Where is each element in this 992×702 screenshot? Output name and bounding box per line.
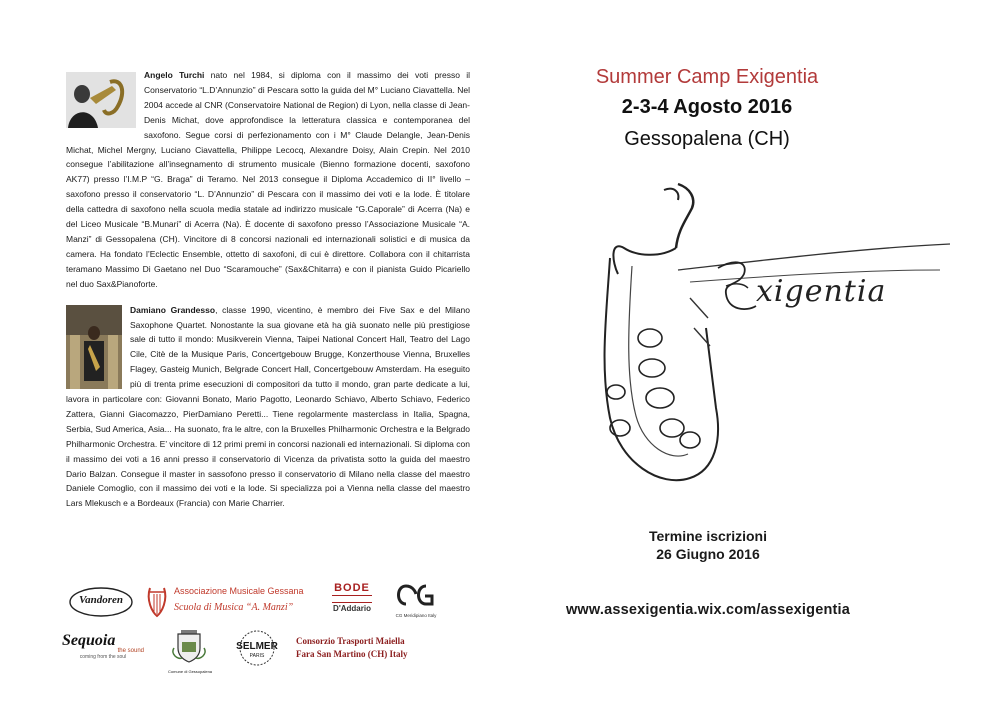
bode-daddario-logo: BODE D'Addario [333,582,371,613]
vandoren-logo: Vandoren [68,586,134,623]
bio-text-1: nato nel 1984, si diploma con il massimo dei voti presso il Conservatorio “L.D’Annunzio” di Pescara sotto la guida del M° Luciano Ciavattella. Nel 2004 accede al CNR (Conservatoire National de Region) di Lyon, nella classe di Jean-Denis Michat, dove approfondisce la letteratura classica e contemporanea del saxofono. Segue corsi di perfezionamento con i M° Claude Delangle, Jean-Denis Michat, Michel Mergny, Luciano Ciavattella, Philippe Lecocq, Alexandre Doisy, Alain Crepin. Nel 2010 consegue l’abilitazione all’insegnamento di strumento musicale (Bienno formazione docenti, saxofono AK77) presso l’I.M.P “G. Braga” di Teramo. Nel 2013 consegue il Diploma Accademico di II° livello – saxofono presso il conservatorio “L. D’Annunzio” di Pescara con il massimo dei voti e la lode. È titolare della cattedra di saxofono nella scuola media statale ad indirizzo musicale “G.Caporale” di Acerra (Na) e del Liceo Musicale “B.Munari” di Acerra (Na). È docente di saxofono presso l’Associazione Musicale “A. Manzi” di Gessopalena (CH). Vincitore di 8 concorsi nazionali ed internazionali solistici e di musica da camera. Ha fondato l’Eclectic Ensemble, ottetto di saxofoni, di cui è direttore. Collabora con il chitarrista teramano Massimo Di Gaetano nel Duo “Scaramouche” (Sax&Chitarra) e con il pianista Guido Picariello nel duo Sax&Pianoforte. [66,70,470,289]
deadline-label: Termine iscrizioni [649,528,767,544]
comune-crest-logo: Comune di Gessopalena [168,624,210,674]
event-dates: 2-3-4 Agosto 2016 [621,96,793,118]
angelo-turchi-photo [66,72,136,128]
associazione-logo: Associazione Musicale Gessana Scuola di Musica “A. Manzi” [174,586,304,613]
website-link[interactable]: www.assexigentia.wix.com/assexigentia [565,602,851,618]
sponsor-logos [62,578,482,678]
bio-damiano-grandesso [66,303,470,512]
consorzio-logo: Consorzio Trasporti Maiella Fara San Martino (CH) Italy [296,636,408,659]
bio-name-1: Angelo Turchi [144,70,205,80]
bio-angelo-turchi [66,68,470,292]
selmer-logo: SELMER PARIS [234,628,280,668]
exigentia-logo-word: xigentia [756,274,887,309]
damiano-grandesso-photo [66,305,122,389]
deadline-date: 26 Giugno 2016 [656,546,760,562]
bio-name-2: Damiano Grandesso [130,304,216,315]
sequoia-logo: Sequoia the sound coming from the soul [62,632,144,660]
lyre-icon [146,584,168,625]
biographies [66,68,470,511]
event-title: Summer Camp Exigentia [595,66,819,88]
event-location: Gessopalena (CH) [624,128,790,150]
bio-text-2: , classe 1990, vicentino, è membro dei Five Sax e del Milano Saxophone Quartet. Nonostante la sua giovane età ha già suonato nelle più prestigiose sale di tutto il mondo: Musikverein Vienna, Taipei National Concert Hall, Teatro del Lago Cile, Citè de la Musique Paris, Concertgebouw Brugge, Konzerthouse Vienna, Bruxelles Flagey, Gasteig Munich, Belgrade Concert Hall, Concertgebouw Amsterdam. Ha eseguito più di trenta prime esecuzioni di compositori da tutto il mondo, gran parte dedicate a lui, lavora in particolare con: Giovanni Bonato, Mario Pagotto, Leonardo Schiavo, Alberto Schiavo, Federico Zattera, Gianni Giacomazzo, PierDamiano Peretti... Tiene regolarmente masterclass in Italia, Spagna, Serbia, Sud America, Asia... Ha suonato, fra le altre, con la Bruxelles Philharmonic Orchestra e la Belgrado Philharmonic Orchestra. E’ vincitore di 12 primi premi in concorsi nazionali ed internazionali. Si diploma con il massimo dei voti a 16 anni presso il conservatorio di Vicenza da privatista sotto la guida del maestro Dario Balzan. Consegue il master in sassofono presso il conservatorio di Milano nella classe del maestro Daniele Comoglio, con il massimo dei voti e la lode. Si specializza poi a Vienna nella classe del maestro Lars Mlekusch e a Bordeaux (Francia) con Marie Charrier. [66,304,471,509]
cg-logo: CG Meridipiano Italy [392,582,440,618]
exigentia-saxophone-illustration [540,178,960,513]
